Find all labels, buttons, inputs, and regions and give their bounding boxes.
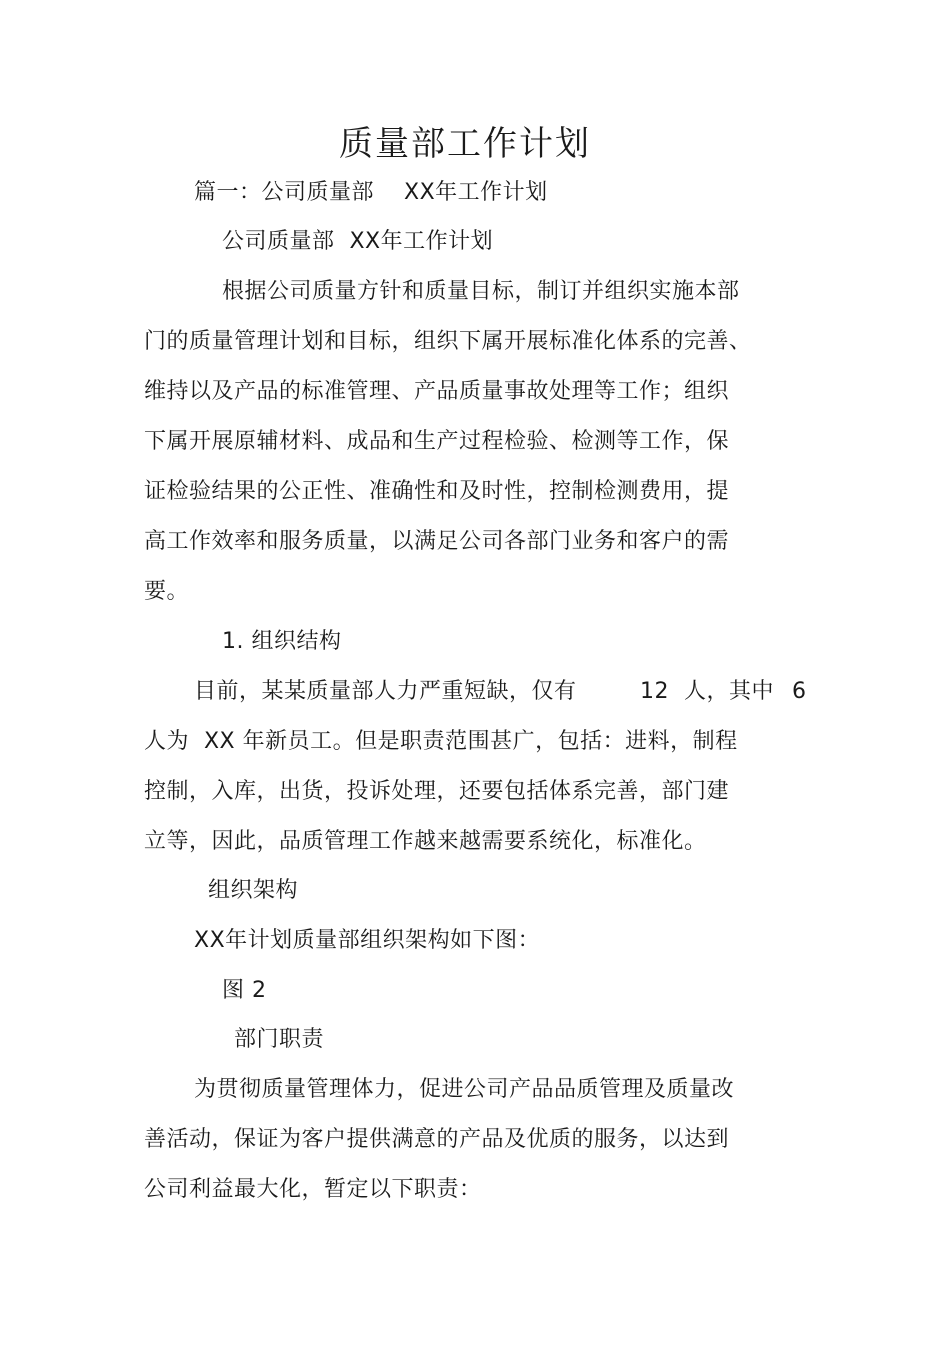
intro-line: 高工作效率和服务质量，以满足公司各部门业务和客户的需 <box>144 529 730 554</box>
org-heading: 1. 组织结构 <box>222 629 342 654</box>
intro-line: 下属开展原辅材料、成品和生产过程检验、检测等工作，保 <box>144 429 730 454</box>
org-line: 控制，入库，出货，投诉处理，还要包括体系完善，部门建 <box>144 779 730 804</box>
intro-line: 根据公司质量方针和质量目标，制订并组织实施本部 <box>222 279 740 304</box>
document-title: 质量部工作计划 <box>339 124 591 164</box>
org-line-part3: 6 <box>792 679 807 704</box>
structure-heading: 组织架构 <box>208 878 299 903</box>
org-line: 人为 XX 年新员工。但是职责范围甚广，包括：进料，制程 <box>144 729 738 754</box>
org-line-part1: 目前，某某质量部人力严重短缺，仅有 <box>194 679 577 704</box>
org-line-part2: 12 人，其中 <box>640 679 774 704</box>
figure-label: 图 2 <box>222 978 267 1003</box>
duty-heading: 部门职责 <box>234 1027 325 1052</box>
intro-line: 证检验结果的公正性、准确性和及时性，控制检测费用，提 <box>144 479 730 504</box>
intro-line: 维持以及产品的标准管理、产品质量事故处理等工作；组织 <box>144 379 730 404</box>
section-heading <box>194 178 548 208</box>
structure-text: XX年计划质量部组织架构如下图： <box>194 928 541 953</box>
sub-heading: 公司质量部 XX年工作计划 <box>222 229 494 254</box>
duty-line: 善活动，保证为客户提供满意的产品及优质的服务，以达到 <box>144 1127 730 1152</box>
org-line: 立等，因此，品质管理工作越来越需要系统化，标准化。 <box>144 829 707 854</box>
org-line-first <box>194 677 577 707</box>
intro-line: 门的质量管理计划和目标，组织下属开展标准化体系的完善、 <box>144 329 752 354</box>
section-heading-suffix: XX年工作计划 <box>404 180 548 205</box>
duty-line: 为贯彻质量管理体力，促进公司产品品质管理及质量改 <box>194 1077 735 1102</box>
duty-line: 公司利益最大化，暂定以下职责： <box>144 1177 482 1202</box>
intro-line: 要。 <box>144 579 190 604</box>
section-heading-prefix: 篇一：公司质量部 <box>194 180 375 205</box>
